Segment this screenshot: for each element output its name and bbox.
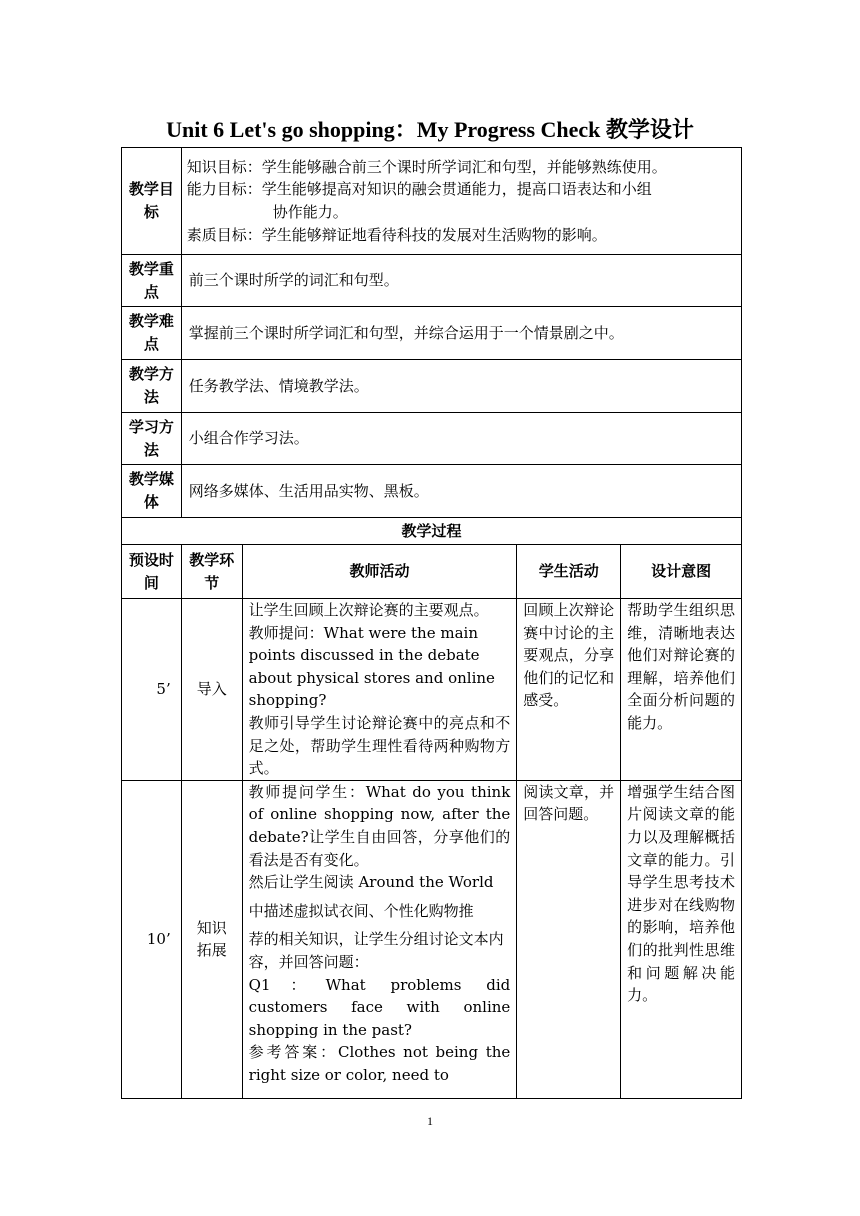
media-label: 教学媒体 xyxy=(122,465,182,518)
lesson-plan-table xyxy=(121,147,742,1099)
process-row-intro xyxy=(122,599,742,781)
teacher-activity-p4: 荐的相关知识，让学生分组讨论文本内容，并回答问题： xyxy=(248,930,504,971)
reference-answer-label: 参考答案： xyxy=(248,1043,338,1062)
teacher-activity-p1: 教师提问学生：What do you think of online shopping now, after the debate?让学生自由回答，分享他们的看法是否有变化。 xyxy=(248,782,511,869)
col-header-time: 预设时间 xyxy=(122,545,182,599)
teacher-activity xyxy=(242,780,517,1098)
learning-methods-row xyxy=(122,413,742,465)
row-stage: 知识拓展 xyxy=(181,780,242,1098)
design-intent: 帮助学生组织思维，清晰地表达他们对辩论赛的理解，培养他们全面分析问题的能力。 xyxy=(621,599,742,781)
question-1-text: What problems did customers face with online shopping in the past? xyxy=(248,975,511,1039)
document-title: Unit 6 Let's go shopping：My Progress Check 教学设计 xyxy=(166,117,694,142)
teacher-activity-p1: 让学生回顾上次辩论赛的主要观点。 xyxy=(248,601,489,619)
objectives-content xyxy=(181,148,741,255)
quality-objective: 素质目标：学生能够辩证地看待科技的发展对生活购物的影响。 xyxy=(186,225,607,244)
process-header-row xyxy=(122,545,742,599)
student-activity: 回顾上次辩论赛中讨论的主要观点，分享他们的记忆和感受。 xyxy=(517,599,621,781)
key-points-row xyxy=(122,255,742,307)
col-header-design: 设计意图 xyxy=(621,545,742,599)
objectives-row xyxy=(122,148,742,255)
teacher-activity-p2: 教师提问：What were the main points discussed in the debate about physical stores and online shopping? xyxy=(248,623,495,710)
learning-methods-label: 学习方法 xyxy=(122,413,182,465)
media-row xyxy=(122,465,742,518)
col-header-stage: 教学环节 xyxy=(181,545,242,599)
process-heading: 教学过程 xyxy=(122,518,742,545)
question-1 xyxy=(249,974,511,1042)
teaching-methods-row xyxy=(122,360,742,413)
reference-answer-text: Clothes not being the right size or color, need to xyxy=(248,1043,511,1084)
row-time: 10’ xyxy=(122,780,182,1098)
design-intent: 增强学生结合图片阅读文章的能力以及理解概括文章的能力。引导学生思考技术进步对在线购物的影响，培养他们的批判性思维和问题解决能力。 xyxy=(621,780,742,1098)
student-activity: 阅读文章，并回答问题。 xyxy=(517,780,621,1098)
teacher-activity-p2: 然后让学生阅读 Around the World xyxy=(248,873,494,892)
teaching-methods-content: 任务教学法、情境教学法。 xyxy=(181,360,741,413)
row-time: 5’ xyxy=(122,599,182,781)
difficulties-label: 教学难点 xyxy=(122,307,182,360)
teacher-activity-p3: 中描述虚拟试衣间、个性化购物推 xyxy=(248,901,474,920)
key-points-content: 前三个课时所学的词汇和句型。 xyxy=(181,255,741,307)
row-stage: 导入 xyxy=(181,599,242,781)
page-number: 1 xyxy=(427,1114,433,1128)
reference-answer xyxy=(249,1041,511,1086)
process-heading-row xyxy=(122,518,742,545)
key-points-label: 教学重点 xyxy=(122,255,182,307)
knowledge-objective: 知识目标：学生能够融合前三个课时所学词汇和句型，并能够熟练使用。 xyxy=(186,157,667,176)
col-header-teacher: 教师活动 xyxy=(242,545,517,599)
process-row-expansion xyxy=(122,780,742,1098)
objectives-label: 教学目标 xyxy=(122,148,182,255)
learning-methods-content: 小组合作学习法。 xyxy=(181,413,741,465)
teaching-methods-label: 教学方法 xyxy=(122,360,182,413)
ability-objective: 能力目标：学生能够提高对知识的融会贯通能力，提高口语表达和小组 xyxy=(186,180,652,199)
difficulties-row xyxy=(122,307,742,360)
question-1-label: Q1： xyxy=(248,975,326,994)
teacher-activity xyxy=(242,599,517,781)
difficulties-content: 掌握前三个课时所学词汇和句型，并综合运用于一个情景剧之中。 xyxy=(181,307,741,360)
teacher-activity-p3: 教师引导学生讨论辩论赛中的亮点和不足之处，帮助学生理性看待两种购物方式。 xyxy=(248,713,511,778)
col-header-student: 学生活动 xyxy=(517,545,621,599)
ability-objective-cont: 协作能力。 xyxy=(272,203,348,221)
media-content: 网络多媒体、生活用品实物、黑板。 xyxy=(181,465,741,518)
